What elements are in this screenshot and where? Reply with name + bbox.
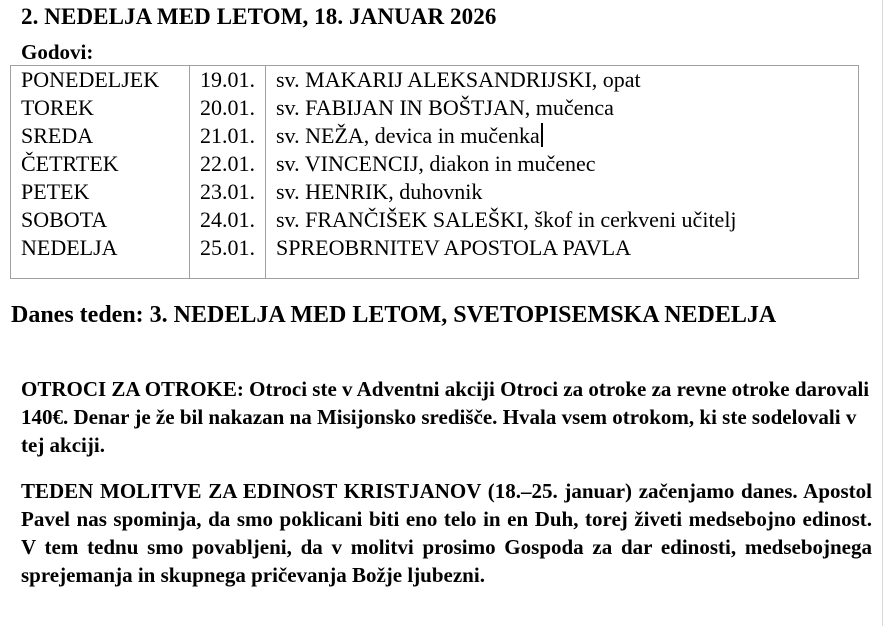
feast-date: 21.01. (190, 122, 266, 150)
feast-date: 25.01. (190, 234, 266, 279)
text-cursor (541, 123, 543, 147)
table-row (11, 234, 859, 279)
feast-saint: sv. FRANČIŠEK SALEŠKI, škof in cerkveni učitelj (266, 206, 859, 234)
table-row (11, 150, 859, 178)
feast-date: 24.01. (190, 206, 266, 234)
feast-saint-cell[interactable] (266, 122, 859, 150)
feast-day: SOBOTA (11, 206, 190, 234)
page-title: 2. NEDELJA MED LETOM, 18. JANUAR 2026 (21, 4, 497, 29)
announcement-paragraph: OTROCI ZA OTROKE: Otroci ste v Adventni akciji Otroci za otroke za revne otroke darovali 140€. Denar je že bil nakazan na Misijonsko središče. Hvala vsem otrokom, ki ste sodelovali v tej akciji. (21, 377, 870, 457)
feast-saint: sv. HENRIK, duhovnik (266, 178, 859, 206)
feast-saint: sv. MAKARIJ ALEKSANDRIJSKI, opat (266, 66, 859, 95)
feast-day: NEDELJA (11, 234, 190, 279)
feasts-label: Godovi: (21, 40, 94, 64)
feast-day: ČETRTEK (11, 150, 190, 178)
page-margin-guide (882, 0, 883, 626)
feast-saint: sv. VINCENCIJ, diakon in mučenec (266, 150, 859, 178)
feasts-table (10, 65, 859, 279)
table-row (11, 122, 859, 150)
feast-day: PETEK (11, 178, 190, 206)
table-row (11, 206, 859, 234)
feast-date: 23.01. (190, 178, 266, 206)
feast-day: TOREK (11, 94, 190, 122)
feast-date: 20.01. (190, 94, 266, 122)
table-row (11, 94, 859, 122)
table-row (11, 66, 859, 95)
feast-date: 22.01. (190, 150, 266, 178)
next-week-heading: Danes teden: 3. NEDELJA MED LETOM, SVETOPISEMSKA NEDELJA (11, 302, 777, 328)
feast-date: 19.01. (190, 66, 266, 95)
table-row (11, 178, 859, 206)
feast-day: SREDA (11, 122, 190, 150)
feast-saint: SPREOBRNITEV APOSTOLA PAVLA (266, 234, 859, 279)
announcement-paragraph: TEDEN MOLITVE ZA EDINOST KRISTJANOV (18.–25. januar) začenjamo danes. Apostol Pavel nas spominja, da smo poklicani biti eno telo in en Duh, torej živeti medsebojno edinost. V tem tednu smo povabljeni, da v molitvi prosimo Gospoda za dar edinosti, medsebojnega sprejemanja in skupnega pričevanja Božje ljubezni. (21, 479, 872, 587)
feast-saint: sv. FABIJAN IN BOŠTJAN, mučenca (266, 94, 859, 122)
feast-saint: sv. NEŽA, devica in mučenka (276, 123, 540, 148)
feast-day: PONEDELJEK (11, 66, 190, 95)
